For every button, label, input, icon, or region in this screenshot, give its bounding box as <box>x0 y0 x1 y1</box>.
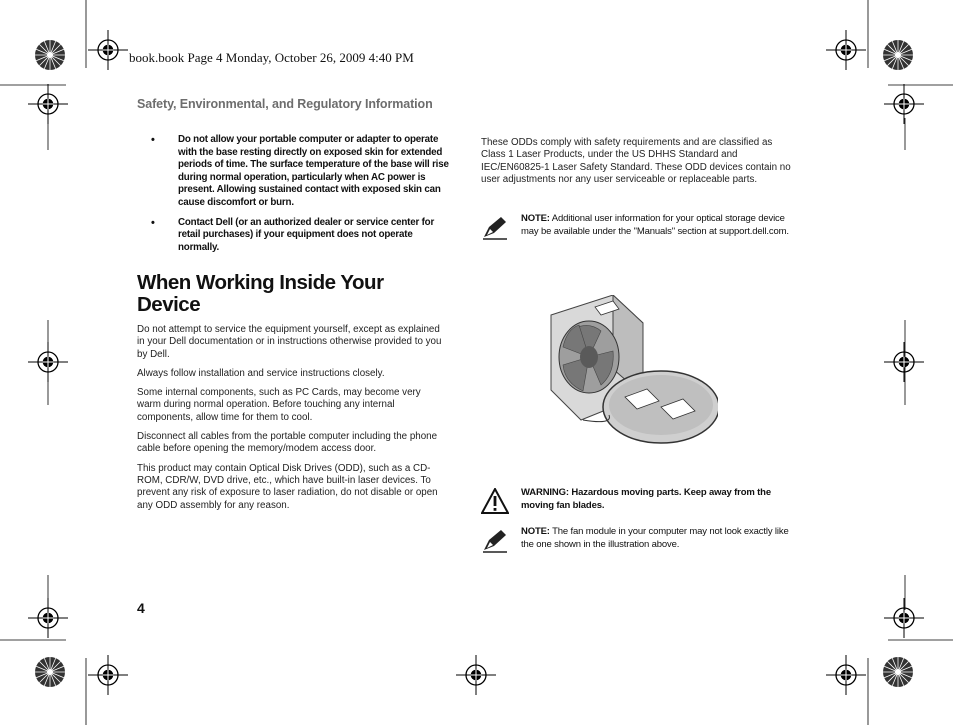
note-label: NOTE: <box>521 213 550 224</box>
note-text <box>521 525 796 551</box>
bullet-text: Contact Dell (or an authorized dealer or service center for retail purchases) if your equipment does not operate normally. <box>178 216 435 253</box>
fan-module-illustration <box>543 295 718 470</box>
bullet-list <box>137 134 452 261</box>
running-head: Safety, Environmental, and Regulatory Information <box>137 97 433 111</box>
note-body: Additional user information for your optical storage device may be available under the "Manuals" section at support.dell.com. <box>521 213 789 237</box>
body-text-left <box>137 324 447 519</box>
paragraph: Disconnect all cables from the portable computer including the phone cable before opening the memory/modem access door. <box>137 431 438 455</box>
page-number: 4 <box>137 600 145 616</box>
bullet-text: Do not allow your portable computer or adapter to operate with the base resting directly on exposed skin for extended periods of time. The surface temperature of the base will rise during normal operation, particularly when AC power is present. Allowing sustained contact with exposed skin can cause discomfort or burn. <box>178 134 449 208</box>
bullet-icon: • <box>151 134 155 146</box>
warning-text <box>521 486 796 512</box>
paragraph: This product may contain Optical Disk Drives (ODD), such as a CD-ROM, CDR/W, DVD drive, etc., which have built-in laser devices. To prevent any risk of exposure to laser radiation, do not disable or open any ODD assembly for any reason. <box>137 462 438 511</box>
paragraph: Do not attempt to service the equipment yourself, except as explained in your Dell documentation or in instructions otherwise provided to you by Dell. <box>137 324 442 360</box>
warning-triangle-icon <box>481 488 509 514</box>
slug-line: book.book Page 4 Monday, October 26, 2009 4:40 PM <box>129 50 414 65</box>
odd-paragraph: These ODDs comply with safety requirements and are classified as Class 1 Laser Products, under the US DHHS Standard and IEC/EN60825-1 Laser Safety Standard. These ODD devices contain no user adjustments nor any user serviceable or replaceable parts. <box>481 137 791 185</box>
note-pencil-icon <box>481 527 509 553</box>
warning-label: WARNING: <box>521 487 569 498</box>
note-pencil-icon <box>481 214 509 240</box>
paragraph: Some internal components, such as PC Cards, may become very warm during normal operation. Before touching any internal components, allow time for them to cool. <box>137 387 421 423</box>
paragraph: Always follow installation and service instructions closely. <box>137 367 385 379</box>
note-body: The fan module in your computer may not look exactly like the one shown in the illustration above. <box>521 526 789 550</box>
bullet-item <box>137 134 452 210</box>
note-label: NOTE: <box>521 526 550 537</box>
note-text <box>521 212 796 238</box>
bullet-item <box>137 217 452 255</box>
bullet-icon: • <box>151 216 155 229</box>
warning-body: Hazardous moving parts. Keep away from the moving fan blades. <box>521 487 771 511</box>
section-heading: When Working Inside Your Device <box>137 271 384 316</box>
